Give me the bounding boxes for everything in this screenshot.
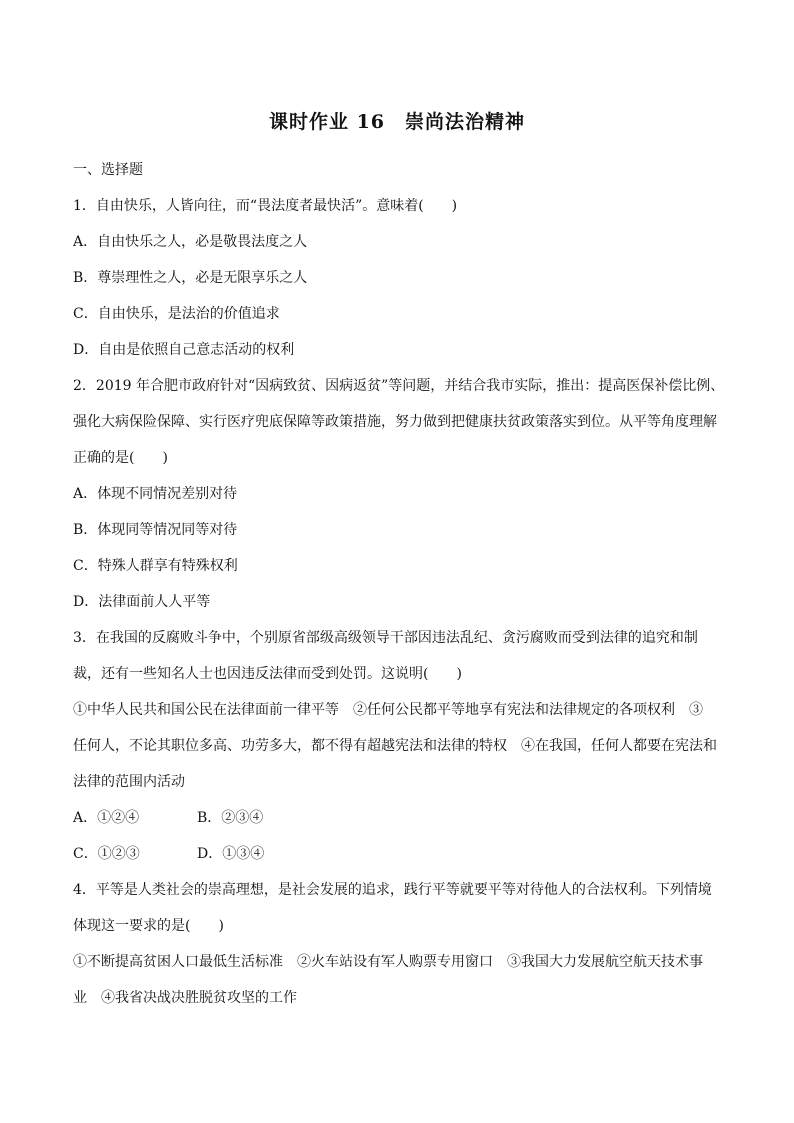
page-title: 课时作业 16 崇尚法治精神 (268, 111, 526, 133)
question-3-options-row-2 (73, 836, 733, 872)
question-3-options-row-1 (73, 800, 733, 836)
question-4-items-line-1: ①不断提高贫困人口最低生活标准 ②火车站设有军人购票专用窗口 ③我国大力发展航空航天技术事 (73, 954, 703, 970)
question-3-items-line-2: 任何人，不论其职位多高、功劳多大，都不得有超越宪法和法律的特权 ④在我国，任何人都要在宪法和 (73, 738, 717, 754)
question-1-option-c: C．自由快乐，是法治的价值追求 (73, 306, 280, 322)
question-1-option-b: B．尊崇理性之人，必是无限享乐之人 (73, 270, 308, 286)
question-4-items-line-2: 业 ④我省决战决胜脱贫攻坚的工作 (73, 990, 297, 1006)
question-2-stem-line-1: 2．2019 年合肥市政府针对“因病致贫、因病返贫”等问题，并结合我市实际，推出：提高医保补偿比例、 (73, 378, 725, 394)
question-4-stem-line-2: 体现这一要求的是( ) (73, 918, 224, 934)
question-2-stem-line-3: 正确的是( ) (73, 450, 168, 466)
question-2-stem-line-2: 强化大病保险保障、实行医疗兜底保障等政策措施，努力做到把健康扶贫政策落实到位。从平等角度理解 (73, 414, 717, 430)
question-3-option-b: B．②③④ (197, 810, 264, 826)
question-3-option-c: C．①②③ (73, 846, 140, 862)
question-1-option-d: D．自由是依照自己意志活动的权利 (73, 342, 295, 358)
question-1-option-a: A．自由快乐之人，必是敬畏法度之人 (73, 234, 308, 250)
question-3-option-d: D．①③④ (197, 846, 265, 862)
question-3-option-a: A．①②④ (73, 810, 140, 826)
question-1-stem: 1．自由快乐，人皆向往，而“畏法度者最快活”。意味着( ) (73, 198, 458, 214)
question-2-option-c: C．特殊人群享有特殊权利 (73, 558, 238, 574)
question-2-option-d: D．法律面前人人平等 (73, 594, 211, 610)
section-heading: 一、选择题 (73, 162, 143, 178)
question-3-stem-line-2: 裁，还有一些知名人士也因违反法律而受到处罚。这说明( ) (73, 666, 462, 682)
question-4-stem-line-1: 4．平等是人类社会的崇高理想，是社会发展的追求，践行平等就要平等对待他人的合法权利。下列情境 (73, 882, 712, 898)
question-2-option-a: A．体现不同情况差别对待 (73, 486, 238, 502)
question-3-stem-line-1: 3．在我国的反腐败斗争中，个别原省部级高级领导干部因违法乱纪、贪污腐败而受到法律的追究和制 (73, 630, 698, 646)
question-3-items-line-3: 法律的范围内活动 (73, 774, 185, 790)
question-list (73, 152, 733, 1016)
question-2-option-b: B．体现同等情况同等对待 (73, 522, 238, 538)
question-3-items-line-1: ①中华人民共和国公民在法律面前一律平等 ②任何公民都平等地享有宪法和法律规定的各项权利 ③ (73, 702, 703, 718)
